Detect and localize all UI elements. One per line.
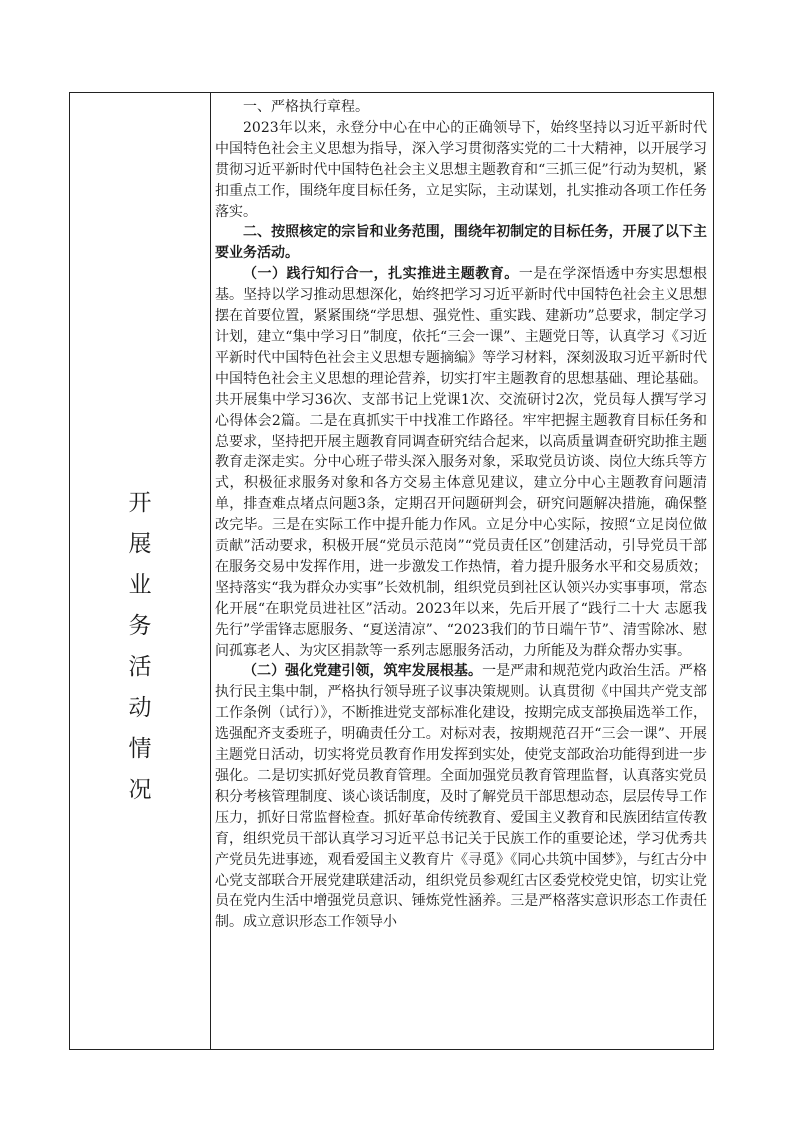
- section-1: [215, 264, 707, 661]
- section-1-body: 一是在学深悟透中夯实思想根基。坚持以学习推动思想深化，始终把学习习近平新时代中国特色社会主义思想摆在首要位置，紧紧围绕“学思想、强党性、重实践、建新功”总要求，制定学习计划，建立“集中学习日”制度，依托“三会一课”、主题党日等，认真学习《习近平新时代中国特色社会主义思想专题摘编》等学习材料，深刻汲取习近平新时代中国特色社会主义思想的理论营养，切实打牢主题教育的思想基础、理论基础。共开展集中学习36次、支部书记上党课1次、交流研讨2次，党员每人撰写学习心得体会2篇。二是在真抓实干中找准工作路径。牢牢把握主题教育目标任务和总要求，坚持把开展主题教育同调查研究结合起来，以高质量调查研究助推主题教育走深走实。分中心班子带头深入服务对象，采取党员访谈、岗位大练兵等方式，积极征求服务对象和各方交易主体意见建议，建立分中心主题教育问题清单，排查难点堵点问题3条，定期召开问题研判会，研究问题解决措施，确保整改完毕。三是在实际工作中提升能力作风。立足分中心实际，按照“立足岗位做贡献”活动要求，积极开展“党员示范岗”“党员责任区”创建活动，引导党员干部在服务交易中发挥作用，进一步激发工作热情，着力提升服务水平和交易质效；坚持落实“我为群众办实事”长效机制，组织党员到社区认领兴办实事事项，常态化开展“在职党员进社区”活动。2023年以来，先后开展了“践行二十大 志愿我先行”学雷锋志愿服务、“夏送清凉”、“2023我们的节日端午节”、清雪除冰、慰问孤寡老人、为灾区捐款等一系列志愿服务活动，力所能及为群众帮办实事。: [215, 266, 708, 659]
- side-label-char: 务: [128, 613, 152, 639]
- side-label-char: 况: [128, 777, 152, 803]
- side-label-char: 开: [128, 490, 152, 516]
- section-label-vertical: [70, 483, 210, 811]
- side-label-char: 活: [128, 654, 152, 680]
- section-2: [215, 661, 707, 933]
- paragraph-1: 2023年以来，永登分中心在中心的正确领导下，始终坚持以习近平新时代中国特色社会主义思想为指导，深入学习贯彻落实党的二十大精神，以开展学习贯彻习近平新时代中国特色社会主义思想主题教育和“三抓三促”行动为契机，紧扣重点工作，围绕年度目标任务，立足实际，主动谋划，扎实推动各项工作任务落实。: [215, 119, 707, 220]
- section-2-title: （二）强化党建引领，筑牢发展根基。: [243, 663, 483, 680]
- section-1-title: （一）践行知行合一，扎实推进主题教育。: [243, 266, 519, 283]
- section-2-body: 一是严肃和规范党内政治生活。严格执行民主集中制，严格执行领导班子议事决策规则。认真贯彻《中国共产党支部工作条例（试行）》，不断推进党支部标准化建设，按期完成支部换届选举工作，选强配齐支委班子，明确责任分工。对标对表，按期规范召开“三会一课”、开展主题党日活动，切实将党员教育作用发挥到实处，使党支部政治功能得到进一步强化。二是切实抓好党员教育管理。全面加强党员教育管理监督，认真落实党员积分考核管理制度、谈心谈话制度，及时了解党员干部思想动态，层层传导工作压力，抓好日常监督检查。抓好革命传统教育、爱国主义教育和民族团结宣传教育，组织党员干部认真学习习近平总书记关于民族工作的重要论述，学习优秀共产党员先进事迹，观看爱国主义教育片《寻觅》《同心共筑中国梦》，与红古分中心党支部联合开展党建联建活动，组织党员参观红古区委党校党史馆，切实让党员在党内生活中增强党员意识、锤炼党性涵养。三是严格落实意识形态工作责任制。成立意识形态工作领导小: [215, 663, 707, 931]
- side-label-char: 动: [128, 695, 152, 721]
- heading-2: 二、按照核定的宗旨和业务范围，围绕年初制定的目标任务，开展了以下主要业务活动。: [215, 224, 707, 262]
- heading-1: 一、严格执行章程。: [243, 99, 369, 115]
- side-label-char: 情: [128, 736, 152, 762]
- column-divider: [210, 93, 211, 1049]
- activity-content: [215, 97, 707, 933]
- side-label-char: 业: [128, 572, 152, 598]
- side-label-char: 展: [128, 531, 152, 557]
- form-table: [69, 92, 714, 1050]
